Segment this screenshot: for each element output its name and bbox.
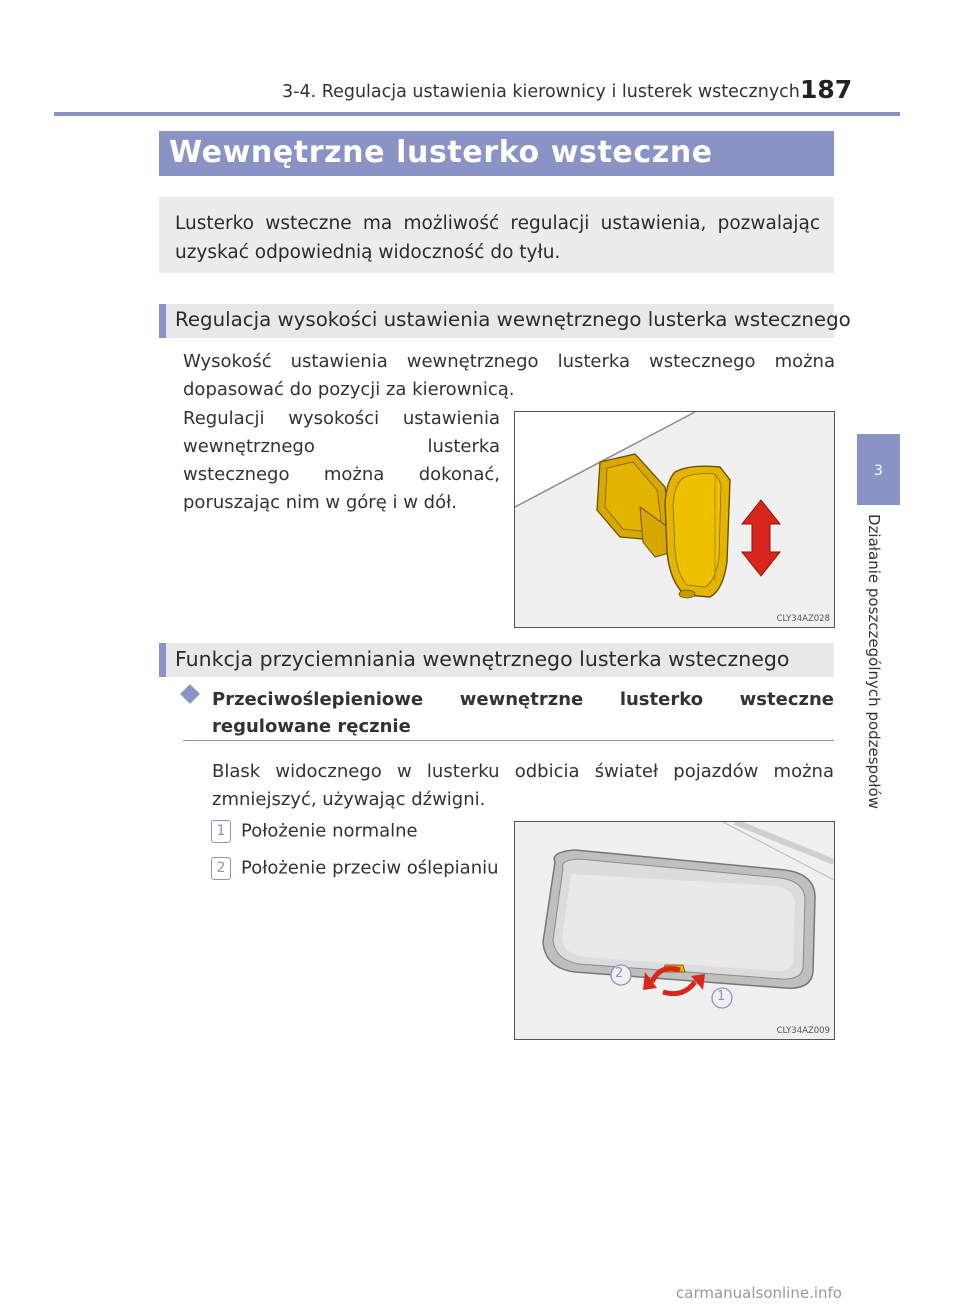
- subsection-title: Przeciwoślepieniowe wewnętrzne lusterko wsteczne regulowane ręcznie: [212, 689, 834, 737]
- paragraph-height-intro: Wysokość ustawienia wewnętrznego lusterka wstecznego można dopasować do pozycji za kierownicą.: [183, 351, 835, 400]
- figure-mirror-height: [514, 411, 835, 628]
- section-heading-dimming: [159, 643, 834, 677]
- section-heading-text: Funkcja przyciemniania wewnętrznego lusterka wstecznego: [175, 647, 790, 671]
- number-badge: 2: [211, 857, 231, 880]
- list-item: [211, 857, 499, 880]
- intro-text: Lusterko wsteczne ma możliwość regulacji ustawienia, pozwalając uzyskać odpowiednią widoczność do tyłu.: [175, 213, 820, 263]
- callout-label-1: 1: [717, 989, 726, 1004]
- list-item: [211, 820, 418, 843]
- title-bar: [159, 131, 834, 176]
- number-badge: 1: [211, 820, 231, 843]
- header-rule: [54, 112, 900, 116]
- section-heading-height-adjustment: [159, 304, 851, 338]
- mirror-height-illustration: [515, 412, 834, 627]
- section-accent-bar: [159, 304, 166, 338]
- list-item-label: Położenie normalne: [241, 820, 418, 842]
- callout-label-2: 2: [615, 966, 624, 981]
- list-item-label: Położenie przeciw oślepianiu: [241, 857, 499, 879]
- subsection-rule: [183, 740, 834, 741]
- chapter-tab: [857, 434, 900, 505]
- chapter-number: 3: [874, 463, 883, 479]
- page-number: 187: [800, 75, 853, 104]
- paragraph-dimming: Blask widocznego w lusterku odbicia świateł pojazdów można zmniejszyć, używając dźwigni.: [212, 761, 834, 810]
- figure-code: CLY34AZ028: [776, 614, 830, 624]
- intro-box: [159, 197, 834, 273]
- section-heading-text: Regulacja wysokości ustawienia wewnętrznego lusterka wstecznego: [175, 308, 851, 331]
- running-head: 3-4. Regulacja ustawienia kierownicy i lusterek wstecznych: [282, 82, 800, 102]
- paragraph-height-move: Regulacji wysokości ustawienia wewnętrznego lusterka wstecznego można dokonać, poruszając nim w górę i w dół.: [183, 408, 500, 513]
- figure-mirror-lever: [514, 821, 835, 1040]
- section-accent-bar: [159, 643, 166, 677]
- mirror-lever-illustration: [515, 822, 834, 1039]
- watermark: carmanualsonline.info: [676, 1284, 842, 1302]
- page-title: Wewnętrzne lusterko wsteczne: [169, 135, 713, 170]
- chapter-label: Działanie poszczególnych podzespołów: [865, 514, 883, 809]
- diamond-bullet-icon: [180, 684, 200, 704]
- figure-code: CLY34AZ009: [776, 1026, 830, 1036]
